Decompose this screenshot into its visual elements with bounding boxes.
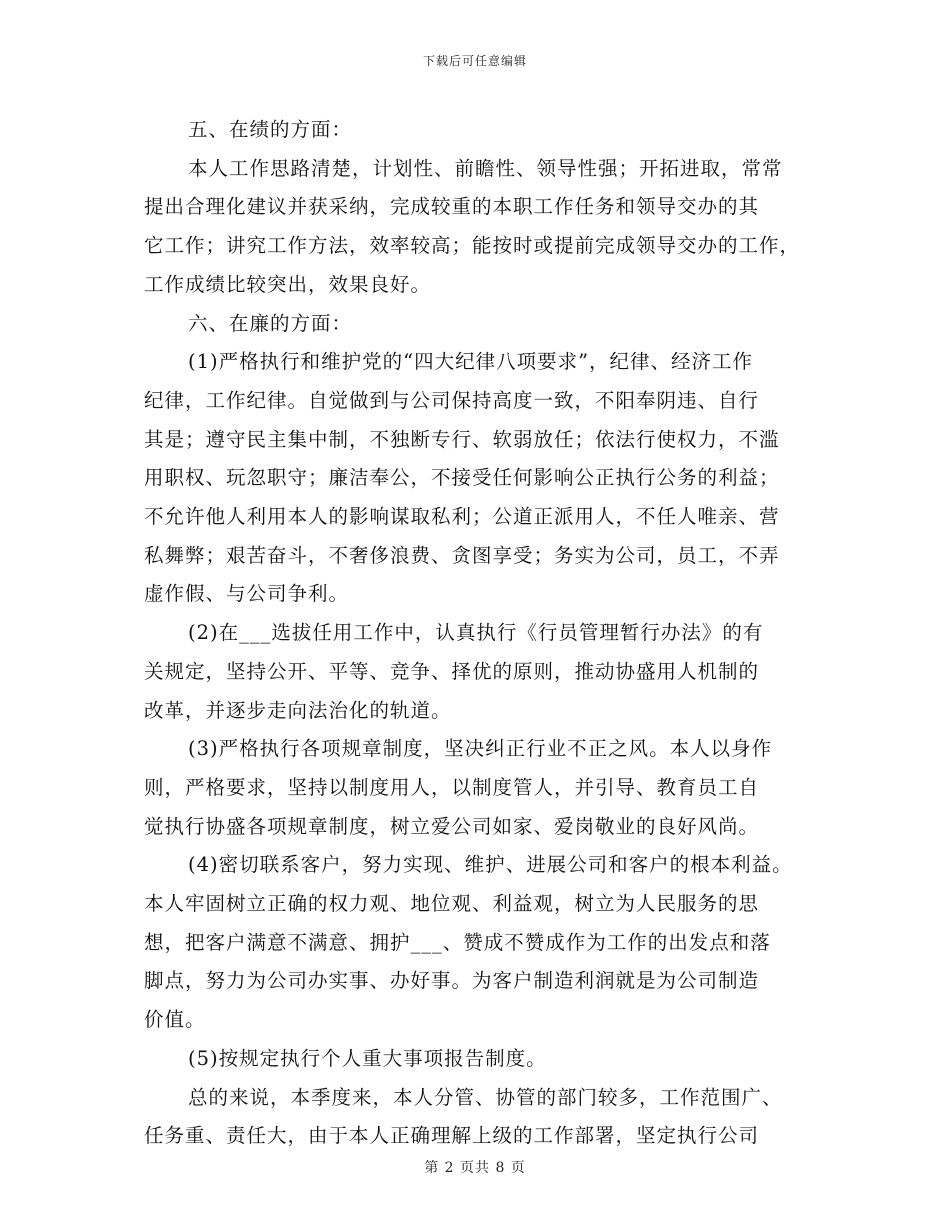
- text-line: 提出合理化建议并获采纳，完成较重的本职工作任务和领导交办的其: [144, 195, 760, 219]
- text-line: (1)严格执行和维护党的“四大纪律八项要求”，纪律、经济工作: [188, 350, 754, 374]
- paragraph: [144, 730, 814, 846]
- text-line: 觉执行协盛各项规章制度，树立爱公司如家、爱岗敬业的良好风尚。: [144, 814, 760, 838]
- text-line: 关规定，坚持公开、平等、竞争、择优的原则，推动协盛用人机制的: [144, 659, 760, 683]
- text-line: 改革，并逐步走向法治化的轨道。: [144, 698, 452, 722]
- text-line: 纪律，工作纪律。自觉做到与公司保持高度一致，不阳奉阴违、自行: [144, 388, 760, 412]
- text-line: 六、在廉的方面：: [188, 311, 353, 335]
- text-line: 用职权、玩忽职守；廉洁奉公，不接受任何影响公正执行公务的利益；: [144, 466, 780, 490]
- text-line: 私舞弊；艰苦奋斗，不奢侈浪费、贪图享受；务实为公司，员工，不弄: [144, 543, 780, 567]
- paragraph: [144, 1079, 814, 1156]
- text-line: (4)密切联系客户，努力实现、维护、进展公司和客户的根本利益。: [188, 853, 793, 877]
- document-body: [144, 111, 814, 1156]
- text-line: 本人工作思路清楚，计划性、前瞻性、领导性强；开拓进取，常常: [188, 156, 783, 180]
- page-header-note: 下载后可任意编辑: [422, 54, 527, 68]
- paragraph: [144, 846, 814, 1040]
- paragraph: [144, 343, 814, 614]
- text-line: 本人牢固树立正确的权力观、地位观、利益观，树立为人民服务的思: [144, 892, 760, 916]
- text-line: 任务重、责任大，由于本人正确理解上级的工作部署，坚定执行公司: [144, 1124, 760, 1148]
- paragraph: [144, 150, 814, 305]
- text-line: 五、在绩的方面：: [188, 118, 353, 141]
- paragraph: [144, 614, 814, 730]
- text-line: (2)在___选拔任用工作中，认真执行《行员管理暂行办法》的有: [188, 621, 764, 645]
- text-line: 其是；遵守民主集中制，不独断专行、软弱放任；依法行使权力，不滥: [144, 427, 780, 451]
- page-number: 第 2 页共 8 页: [424, 1160, 526, 1176]
- text-line: 它工作；讲究工作方法，效率较高；能按时或提前完成领导交办的工作，: [144, 234, 801, 258]
- text-line: 总的来说，本季度来，本人分管、协管的部门较多，工作范围广、: [188, 1085, 783, 1109]
- text-line: 不允许他人利用本人的影响谋取私利；公道正派用人，不任人唯亲、营: [144, 505, 780, 529]
- paragraph: [144, 1040, 814, 1079]
- text-line: 工作成绩比较突出，效果良好。: [144, 272, 432, 296]
- text-line: (3)严格执行各项规章制度，坚决纠正行业不正之风。本人以身作: [188, 737, 773, 761]
- text-line: 价值。: [144, 1008, 206, 1032]
- text-line: 虚作假、与公司争利。: [144, 582, 350, 606]
- text-line: 则，严格要求，坚持以制度用人，以制度管人，并引导、教育员工自: [144, 775, 760, 799]
- text-line: 脚点，努力为公司办实事、办好事。为客户制造利润就是为公司制造: [144, 969, 760, 993]
- section-heading: [144, 305, 814, 344]
- text-line: (5)按规定执行个人重大事项报告制度。: [188, 1046, 547, 1070]
- text-line: 想，把客户满意不满意、拥护___、赞成不赞成作为工作的出发点和落: [144, 930, 771, 954]
- section-heading: [144, 111, 814, 150]
